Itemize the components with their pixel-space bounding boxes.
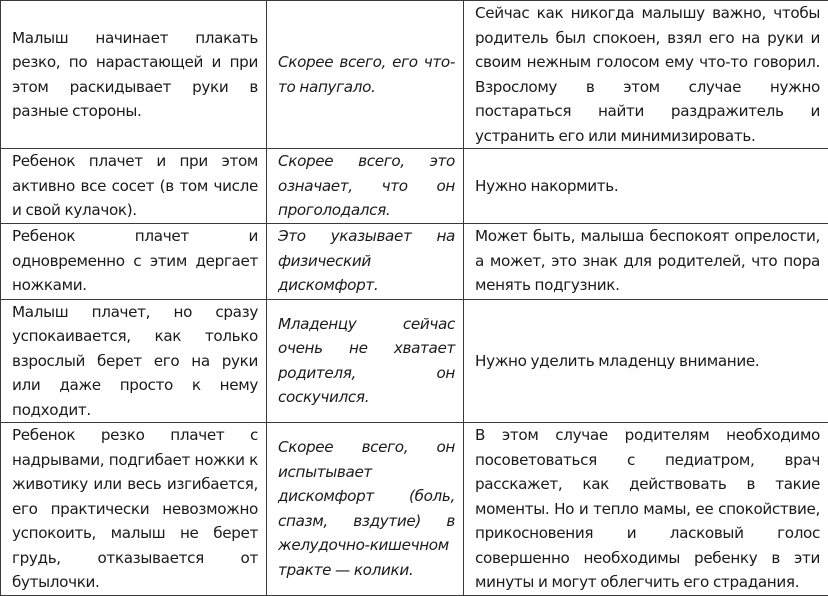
situation-cell: Ребенок резко плачет с надрывами, подгибает ножки к животику или весь изгибается, его практически невозможно успокоить, малыш не берет грудь, отказывается от бутылочки. xyxy=(1,423,267,596)
situation-cell: Малыш плачет, но сразу успокаивается, как только взрослый берет его на руки или даже просто к нему подходит. xyxy=(1,299,267,423)
table-row xyxy=(1,223,828,299)
meaning-cell: Это указывает на физический дискомфорт. xyxy=(267,223,464,299)
advice-cell: Нужно уделить младенцу внимание. xyxy=(464,299,828,423)
meaning-cell: Скорее всего, его что-то напугало. xyxy=(267,1,464,149)
advice-cell: В этом случае родителям необходимо посоветоваться с педиатром, врач расскажет, как действовать в такие моменты. Но и тепло мамы, ее спокойствие, прикосновения и ласковый голос совершенно необходимы ребенку в эти минуты и могут облегчить его страдания. xyxy=(464,423,828,596)
meaning-cell: Младенцу сейчас очень не хватает родителя, он соскучился. xyxy=(267,299,464,423)
situation-cell: Малыш начинает плакать резко, по нарастающей и при этом раскидывает руки в разные стороны. xyxy=(1,1,267,149)
table-row xyxy=(1,299,828,423)
situation-cell: Ребенок плачет и одновременно с этим дергает ножками. xyxy=(1,223,267,299)
table-row xyxy=(1,423,828,596)
meaning-cell: Скорее всего, он испытывает дискомфорт (боль, спазм, вздутие) в желудочно-кишечном тракте — колики. xyxy=(267,423,464,596)
advice-cell: Нужно накормить. xyxy=(464,149,828,224)
table-row xyxy=(1,1,828,149)
meaning-cell: Скорее всего, это означает, что он проголодался. xyxy=(267,149,464,224)
situation-cell: Ребенок плачет и при этом активно все сосет (в том числе и свой кулачок). xyxy=(1,149,267,224)
table-row xyxy=(1,149,828,224)
advice-cell: Сейчас как никогда малышу важно, чтобы родитель был спокоен, взял его на руки и своим нежным голосом ему что-то говорил. Взрослому в этом случае нужно постараться найти раздражитель и устранить его или минимизировать. xyxy=(464,1,828,149)
advice-cell: Может быть, малыша беспокоят опрелости, а может, это знак для родителей, что пора менять подгузник. xyxy=(464,223,828,299)
